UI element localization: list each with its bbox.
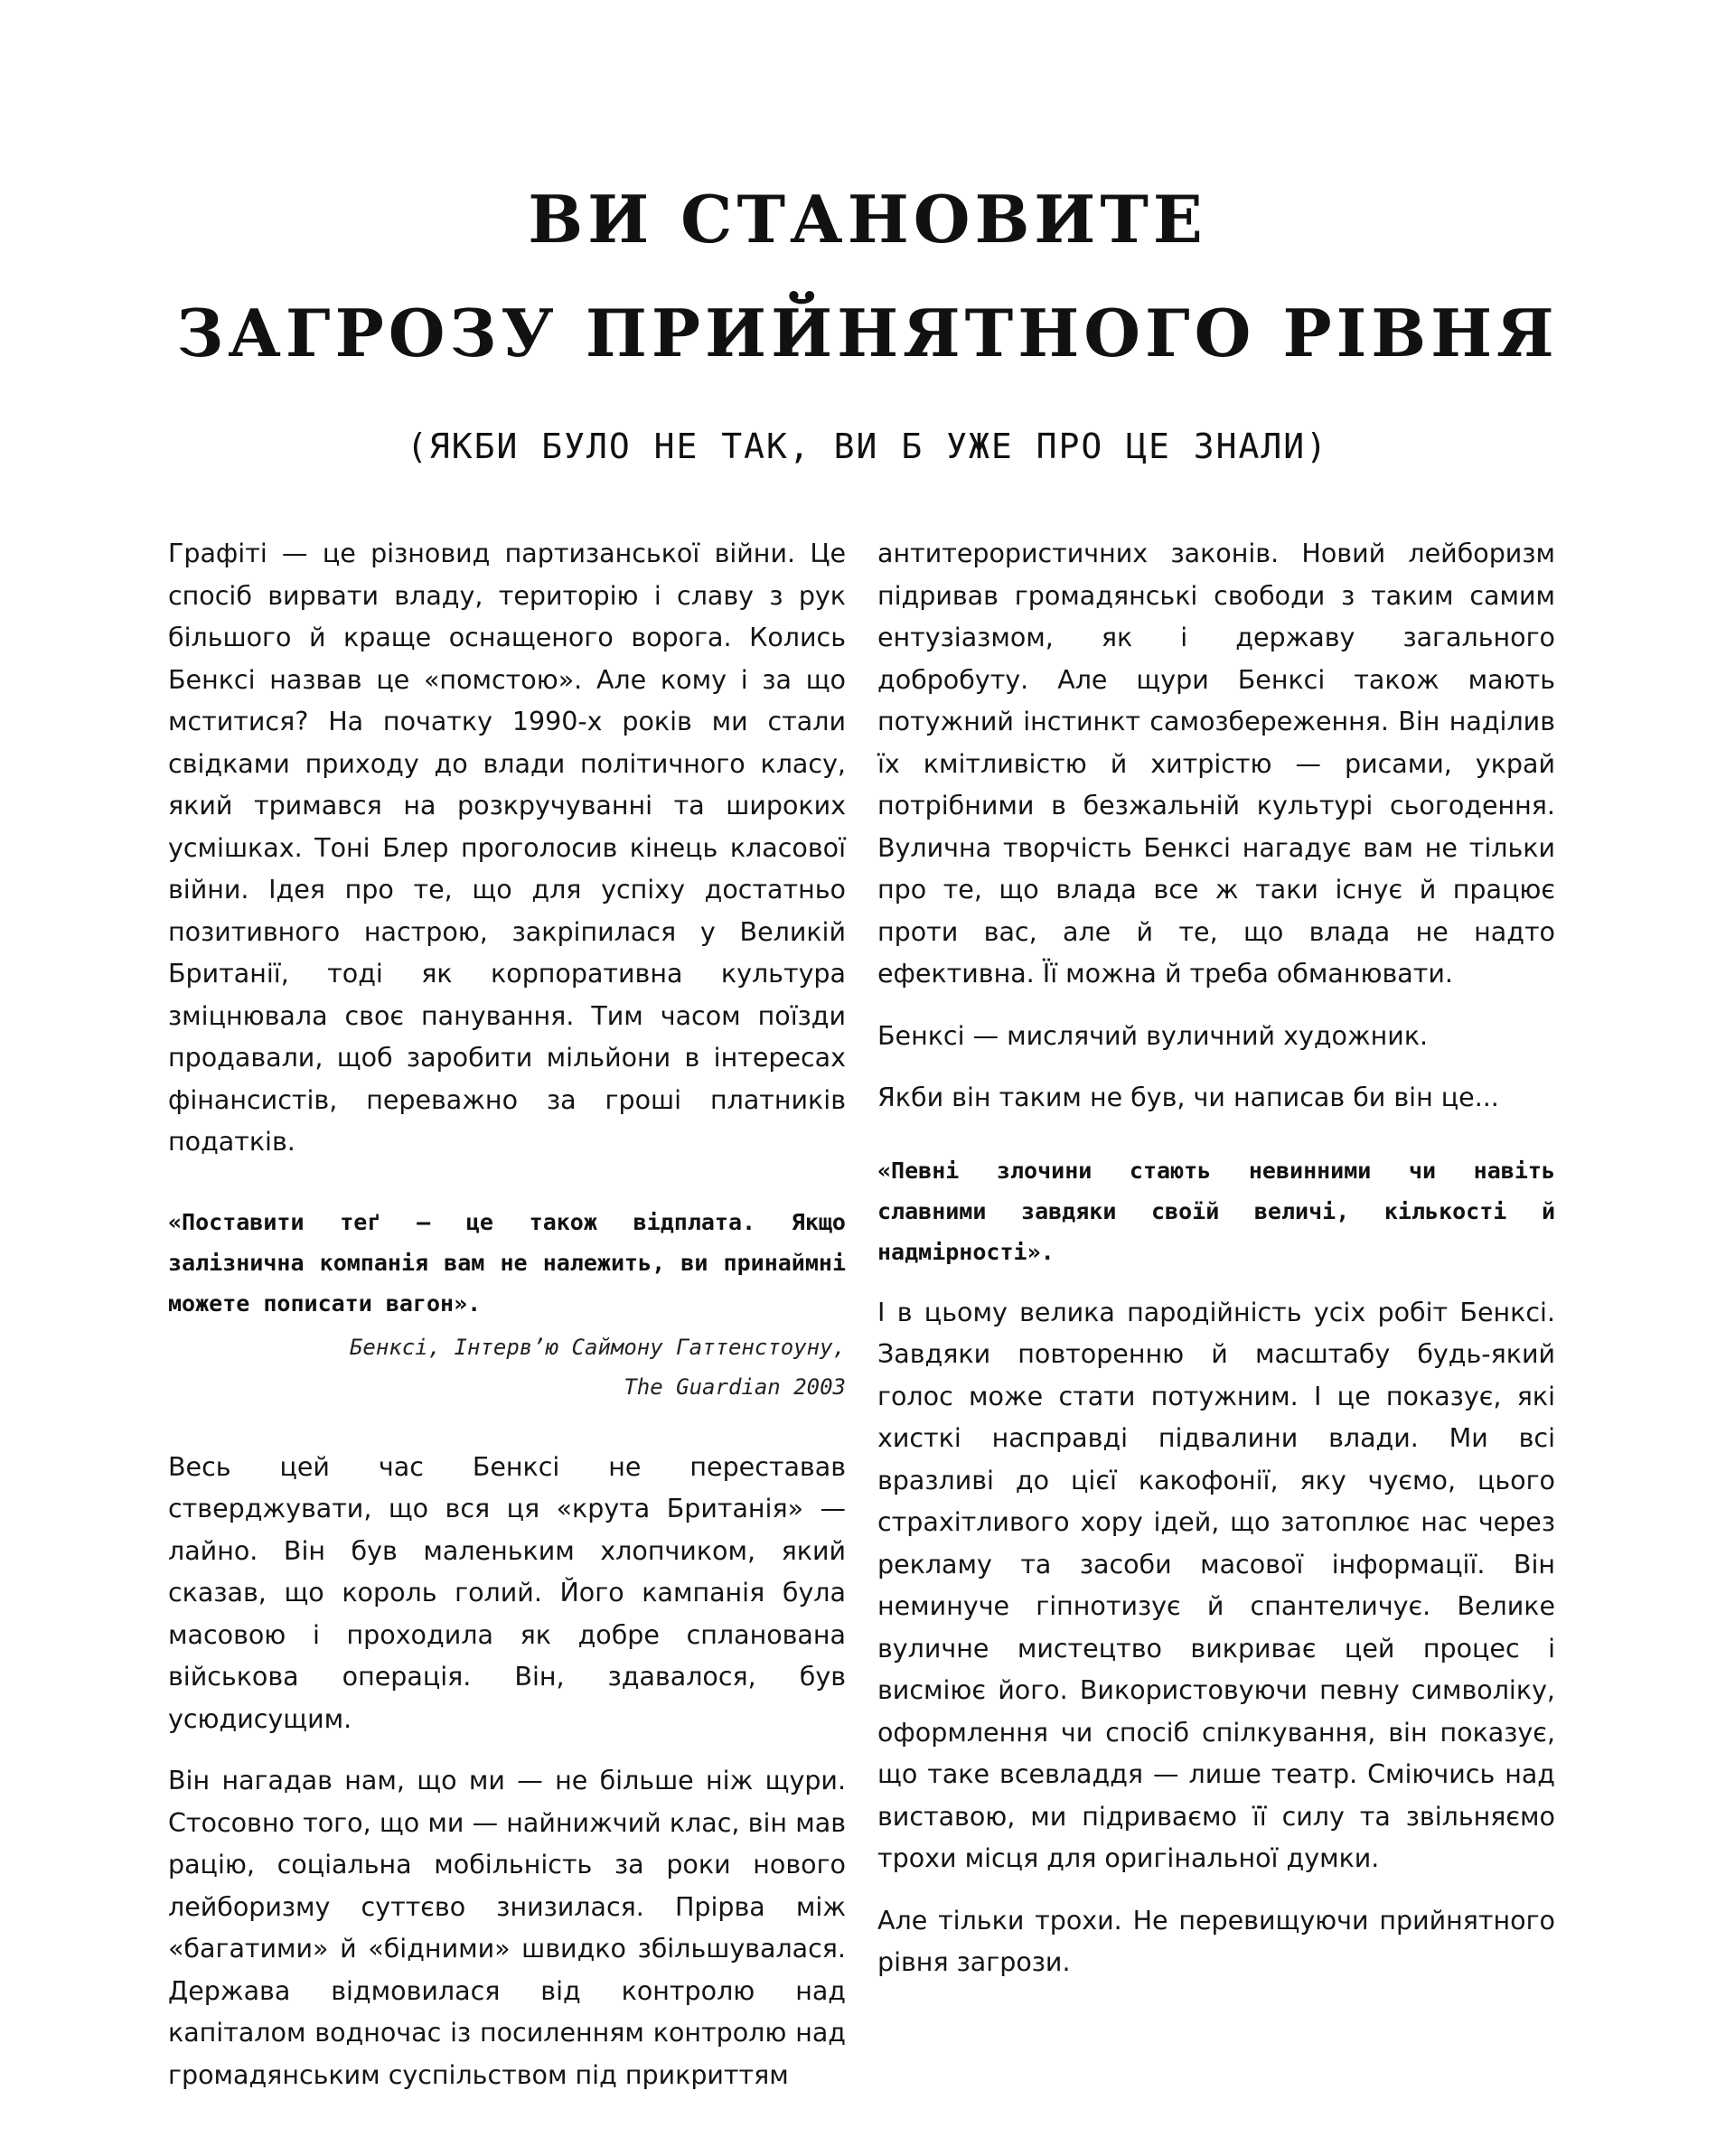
chapter-heading — [0, 163, 1735, 466]
attribution-source: The Guardian 2003 — [624, 1373, 846, 1400]
paragraph-cool-britannia: Весь цей час Бенксі не переставав стверджувати, що вся ця «крута Британія» — лайно. Він був маленьким хлопчиком, який сказав, що король голий. Його кампанія була масовою і проходила як добре спланована військова операція. Він, здавалося, був усюдисущим. — [168, 1451, 846, 1734]
paragraph-closing: Але тільки трохи. Не перевищуючи прийнятного рівня загрози. — [877, 1905, 1555, 1977]
pull-quote-crimes: «Певні злочини стають невинними чи навіть славними завдяки своїй величі, кількості й надмірності». — [877, 1157, 1555, 1265]
attribution-interview: Бенксі, Інтерв’ю Саймону Гаттенстоуну, — [349, 1334, 846, 1360]
paragraph-new-labour: антитерористичних законів. Новий лейборизм підривав громадянські свободи з таким самим ентузіазмом, як і державу загального добробуту. Але щури Бенксі також мають потужний інстинкт самозбереження. Він наділив їх кмітливістю й хитрістю — рисами, украй потрібними в безжальній культурі сьогодення. Вулична творчість Бенксі нагадує вам не тільки про те, що влада все ж таки існує й працює проти вас, але й те, що влада не надто ефективна. Її можна й треба обманювати. — [877, 539, 1555, 989]
paragraph-thinking-artist: Бенксі — мислячий вуличний художник. — [877, 1020, 1429, 1051]
paragraph-graffiti: Графіті — це різновид партизанської війни. Це спосіб вирвати владу, територію і славу з рук більшого й краще оснащеного ворога. Колись Бенксі назвав це «помстою». Але кому і за що мститися? На початку 1990-х років ми стали свідками приходу до влади політичного класу, який тримався на розкручуванні та широких усмішках. Тоні Блер проголосив кінець класової війни. Ідея про те, що для успіху достатньо позитивного настрою, закріпилася у Великій Британії, тоді як корпоративна культура зміцнювала своє панування. Тим часом поїзди продавали, щоб заробити мільйони в інтересах фінансистів, переважно за гроші платників податків. — [168, 539, 846, 1157]
chapter-subtitle: (ЯКБИ БУЛО НЕ ТАК, ВИ Б УЖЕ ПРО ЦЕ ЗНАЛИ) — [407, 427, 1328, 466]
quote-attribution — [168, 1327, 846, 1407]
left-text-column — [168, 533, 846, 2116]
chapter-title-line-2: ЗАГРОЗУ ПРИЙНЯТНОГО РІВНЯ — [176, 295, 1559, 371]
paragraph-rats: Він нагадав нам, що ми — не більше ніж щури. Стосовно того, що ми — найнижчий клас, він мав рацію, соціальна мобільність за роки нового лейборизму суттєво знизилася. Прірва між «багатими» й «бідними» швидко збільшувалася. Держава відмовилася від контролю над капіталом водночас із посиленням контролю над громадянським суспільством під прикриттям — [168, 1766, 846, 2090]
paragraph-parody: І в цьому велика пародійність усіх робіт Бенксі. Завдяки повторенню й масштабу будь-який голос може стати потужним. І це показує, які хисткі насправді підвалини влади. Ми всі вразливі до цієї какофонії, яку чуємо, цього страхітливого хору ідей, що затоплює нас через рекламу та засоби масової інформації. Він неминуче гіпнотизує й спантеличує. Велике вуличне мистецтво викриває цей процес і висміює його. Використовуючи певну символіку, оформлення чи спосіб спілкування, він показує, що таке всевладдя — лише театр. Сміючись над виставою, ми підриваємо її силу та звільняємо трохи місця для оригінальної думки. — [877, 1297, 1555, 1873]
chapter-title-line-1: ВИ СТАНОВИТЕ — [528, 181, 1207, 258]
paragraph-would-he-write: Якби він таким не був, чи написав би він це... — [877, 1083, 1499, 1112]
pull-quote-tag: «Поставити теґ — це також відплата. Якщо залізнична компанія вам не належить, ви принаймні можете пописати вагон». — [168, 1208, 846, 1317]
right-text-column — [877, 533, 1555, 2004]
